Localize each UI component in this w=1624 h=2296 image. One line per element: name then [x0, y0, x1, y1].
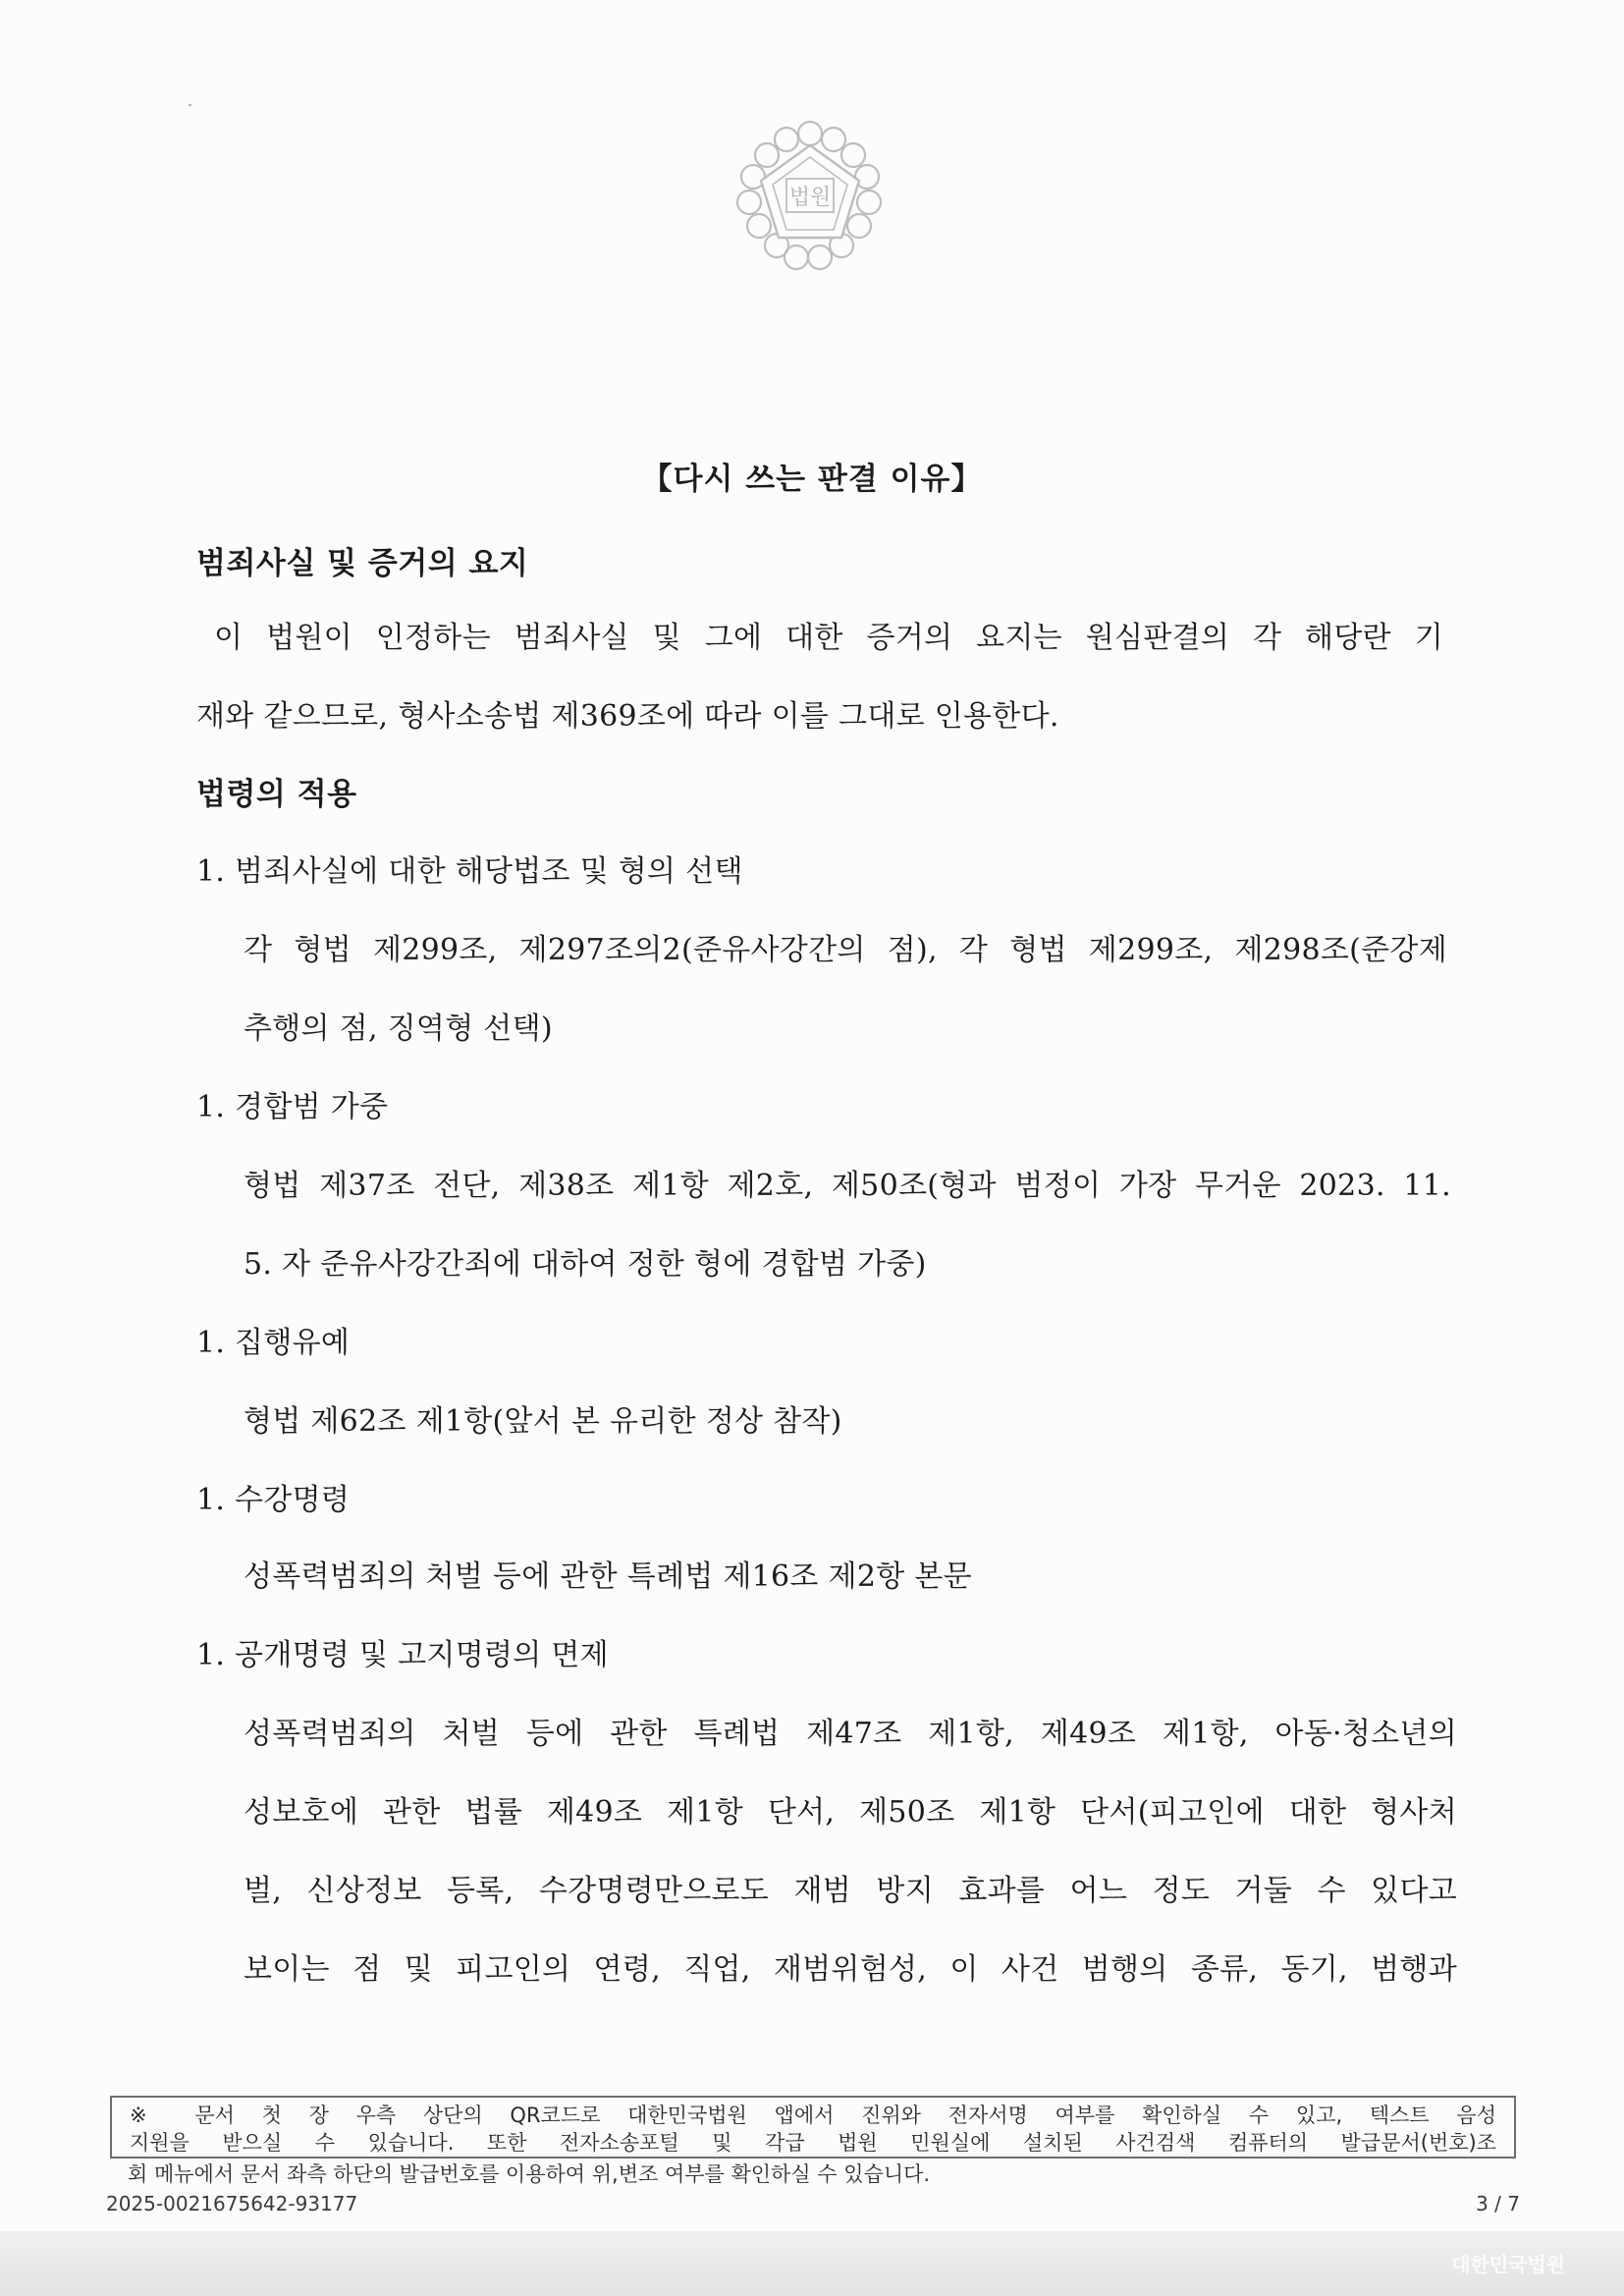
- item-2-title: 1. 경합범 가중: [196, 1090, 389, 1124]
- item-5-line-4: 보이는 점 및 피고인의 연령, 직업, 재범위험성, 이 사건 범행의 종류, 동기, 범행과: [244, 1952, 1457, 1987]
- issue-number: 2025-0021675642-93177: [106, 2192, 358, 2215]
- item-5-line-3: 벌, 신상정보 등록, 수강명령만으로도 재범 방지 효과를 어느 정도 거둘 수 있다고: [244, 1874, 1458, 1908]
- facts-line-1: 이 법원이 인정하는 범죄사실 및 그에 대한 증거의 요지는 원심판결의 각 해당란 기: [214, 621, 1443, 655]
- court-watermark: 대한민국법원: [1451, 2253, 1565, 2276]
- facts-line-2: 재와 같으므로, 형사소송법 제369조에 따라 이를 그대로 인용한다.: [196, 699, 1059, 734]
- item-2-line-2: 5. 자 준유사강간죄에 대하여 정한 형에 경합범 가중): [244, 1247, 927, 1282]
- court-seal-icon: [731, 116, 889, 273]
- item-1-title: 1. 범죄사실에 대한 해당법조 및 형의 선택: [196, 854, 743, 889]
- item-1-line-2: 추행의 점, 징역형 선택): [244, 1011, 553, 1046]
- item-5-line-2: 성보호에 관한 법률 제49조 제1항 단서, 제50조 제1항 단서(피고인에 대한 형사처: [244, 1795, 1457, 1830]
- seal-text: 법원: [788, 186, 832, 210]
- notice-line-2: 지원을 받으실 수 있습니다. 또한 전자소송포털 및 각급 법원 민원실에 설치된 사건검색 컴퓨터의 발급문서(번호)조: [130, 2131, 1496, 2155]
- heading-facts: 범죄사실 및 증거의 요지: [196, 546, 529, 581]
- item-4-line-1: 성폭력범죄의 처벌 등에 관한 특례법 제16조 제2항 본문: [244, 1559, 972, 1594]
- item-5-title: 1. 공개명령 및 고지명령의 면제: [196, 1638, 609, 1672]
- item-5-line-1: 성폭력범죄의 처벌 등에 관한 특례법 제47조 제1항, 제49조 제1항, 아동·청소년의: [244, 1717, 1457, 1751]
- scan-speck: [189, 104, 191, 106]
- heading-law-application: 법령의 적용: [196, 777, 357, 812]
- page-number: 3 / 7: [1476, 2192, 1520, 2215]
- item-1-line-1: 각 형법 제299조, 제297조의2(준유사강간의 점), 각 형법 제299조, 제298조(준강제: [244, 933, 1447, 967]
- notice-line-3: 회 메뉴에서 문서 좌측 하단의 발급번호를 이용하여 위,변조 여부를 확인하실 수 있습니다.: [128, 2162, 931, 2186]
- notice-line-1: ※ 문서 첫 장 우측 상단의 QR코드로 대한민국법원 앱에서 진위와 전자서명 여부를 확인하실 수 있고, 텍스트 음성: [130, 2104, 1496, 2127]
- item-3-title: 1. 집행유예: [196, 1326, 351, 1360]
- item-3-line-1: 형법 제62조 제1항(앞서 본 유리한 정상 참작): [244, 1404, 842, 1439]
- court-seal: [731, 116, 889, 273]
- verification-notice: [110, 2096, 1516, 2159]
- bottom-band: [0, 2231, 1624, 2296]
- page-title: 【다시 쓰는 판결 이유】: [641, 462, 983, 497]
- item-4-title: 1. 수강명령: [196, 1483, 351, 1517]
- item-2-line-1: 형법 제37조 전단, 제38조 제1항 제2호, 제50조(형과 범정이 가장 무거운 2023. 11.: [244, 1169, 1451, 1203]
